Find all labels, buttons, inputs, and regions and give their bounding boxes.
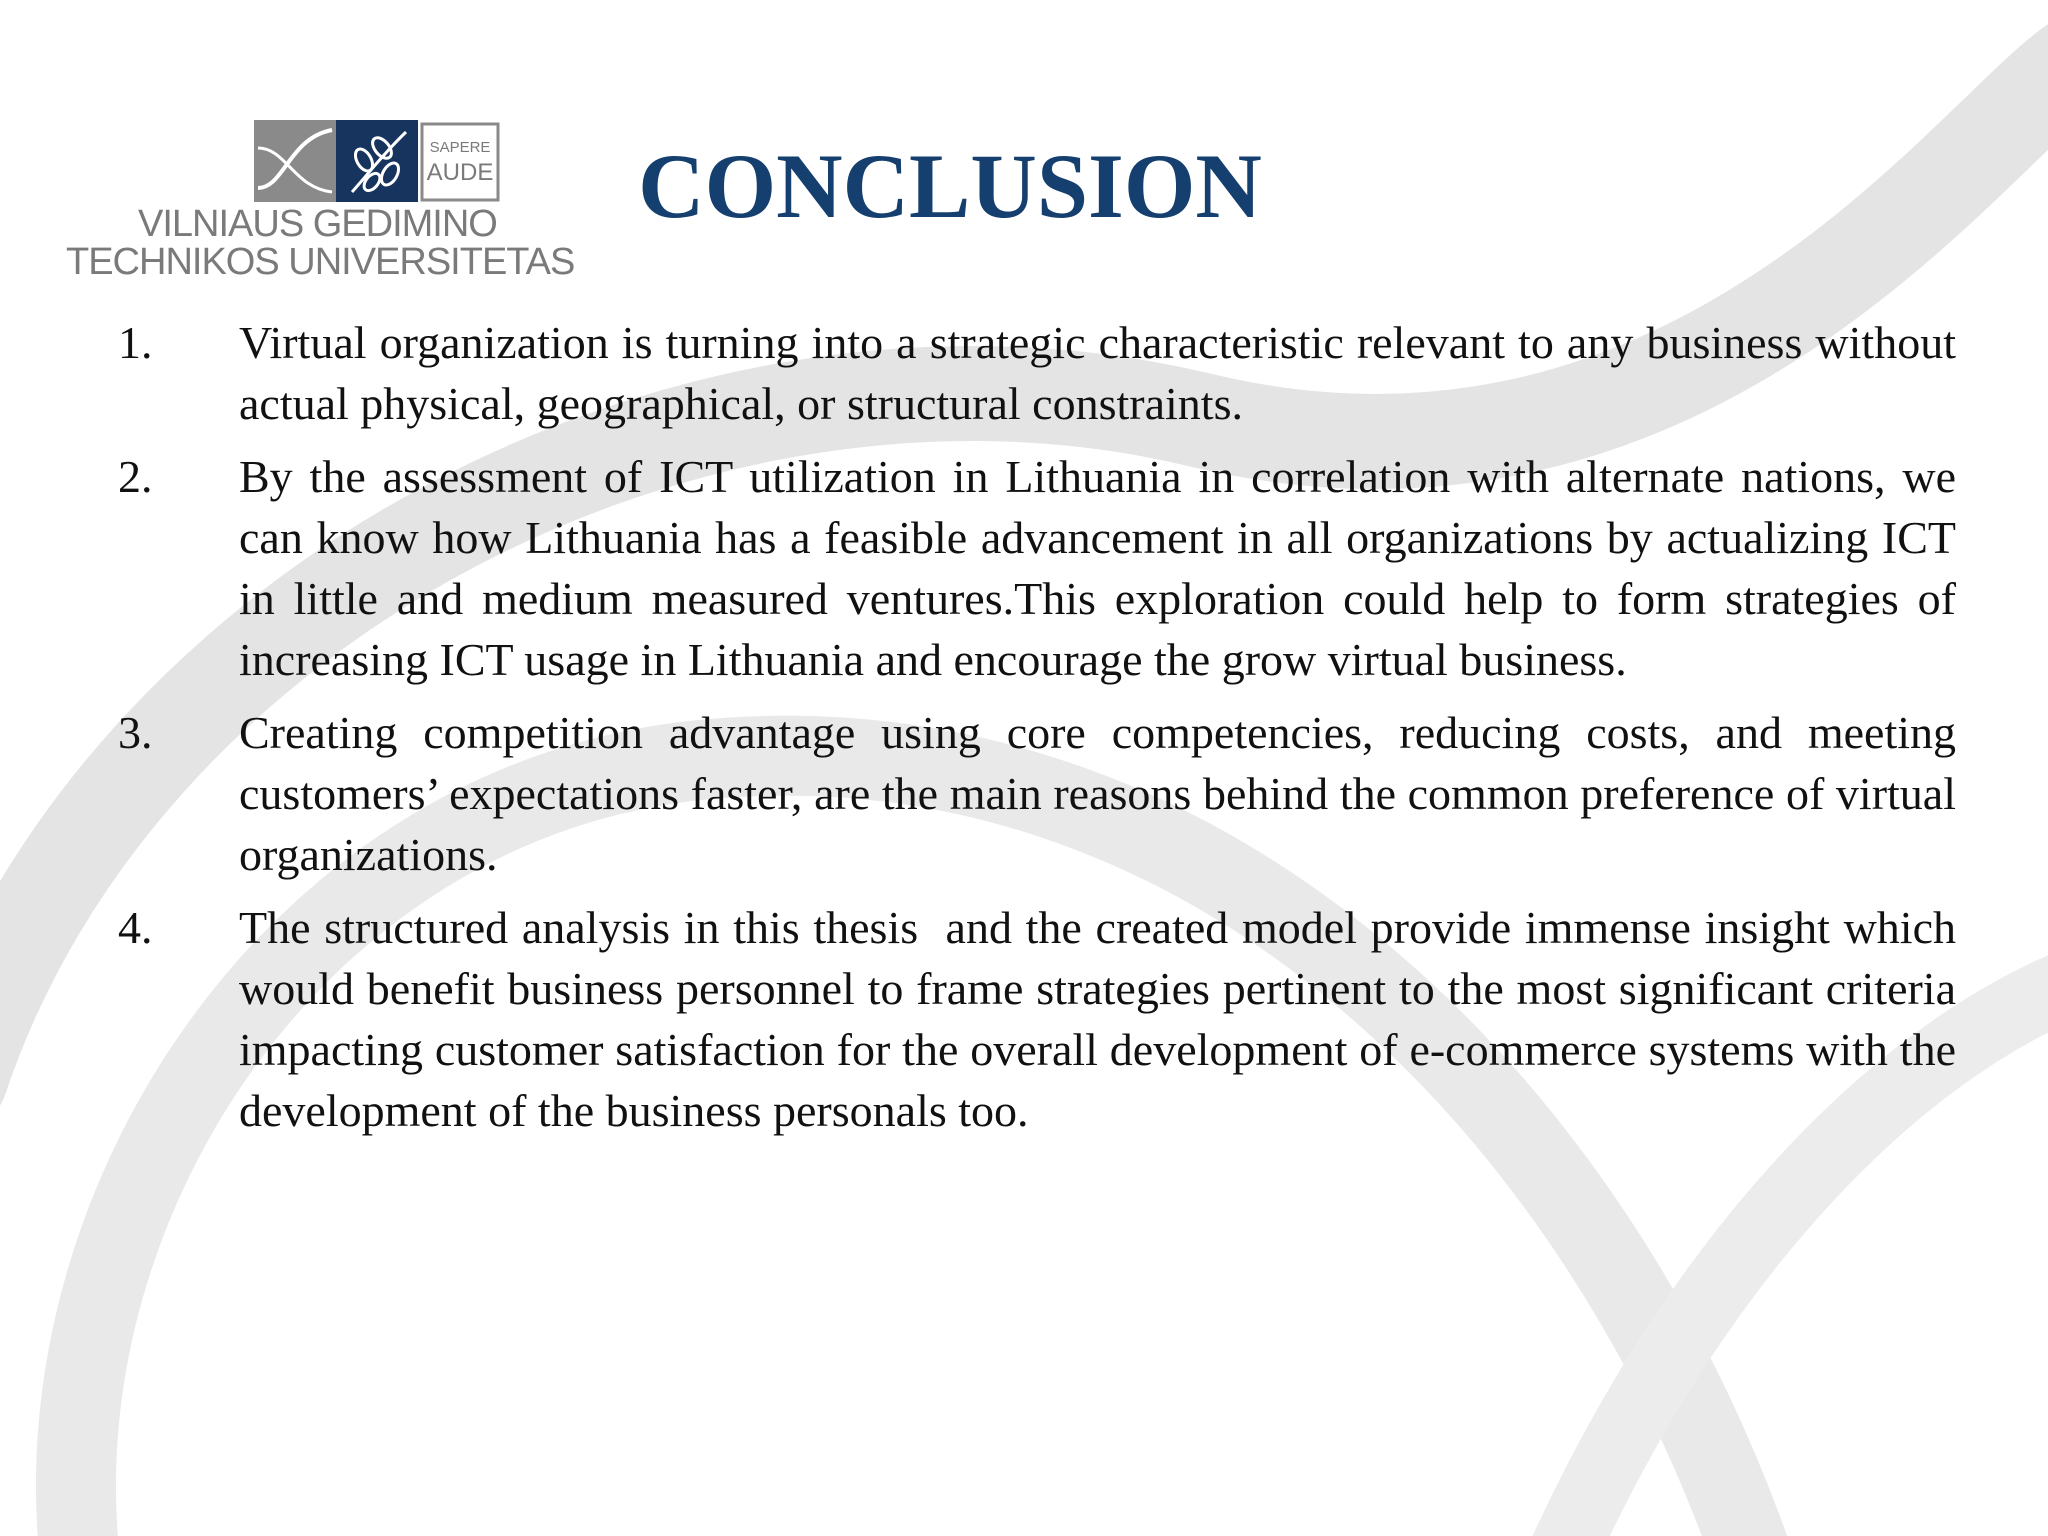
list-item-text: Virtual organization is turning into a strategic characteristic relevant to any business without actual physical, geographical, or structural constraints. <box>239 317 1968 429</box>
list-item <box>118 897 1968 1141</box>
logo-marks <box>194 118 504 208</box>
list-item-number: 4. <box>118 902 153 953</box>
list-item <box>118 446 1968 690</box>
university-logo <box>60 115 580 290</box>
list-item-number: 1. <box>118 317 153 368</box>
list-item-number: 2. <box>118 451 153 502</box>
list-item-text: Creating competition advantage using core competencies, reducing costs, and meeting customers’ expectations faster, are the main reasons behind the common preference of virtual organizations. <box>239 707 1968 880</box>
list-item <box>118 312 1968 434</box>
logo-line-2: TECHNIKOS UNIVERSITETAS <box>66 241 575 283</box>
list-item-text: The structured analysis in this thesis and the created model provide immense insight which would benefit business personnel to frame strategies pertinent to the most significant criteria impacting customer satisfaction for the overall development of e-commerce systems with the development of the business personals too. <box>239 902 1968 1136</box>
list-item <box>118 702 1968 885</box>
logo-badge-line1: SAPERE <box>429 139 491 156</box>
list-item-text: By the assessment of ICT utilization in Lithuania in correlation with alternate nations, we can know how Lithuania has a feasible advancement in all organizations by actualizing ICT in little and medium measured ventures.This exploration could help to form strategies of increasing ICT usage in Lithuania and encourage the grow virtual business. <box>239 451 1968 685</box>
logo-badge-line2: AUDE <box>426 159 494 186</box>
list-item-number: 3. <box>118 707 153 758</box>
conclusion-list <box>118 312 1968 1153</box>
slide-title: CONCLUSION <box>638 135 1262 237</box>
logo-line-1: VILNIAUS GEDIMINO <box>138 203 497 245</box>
